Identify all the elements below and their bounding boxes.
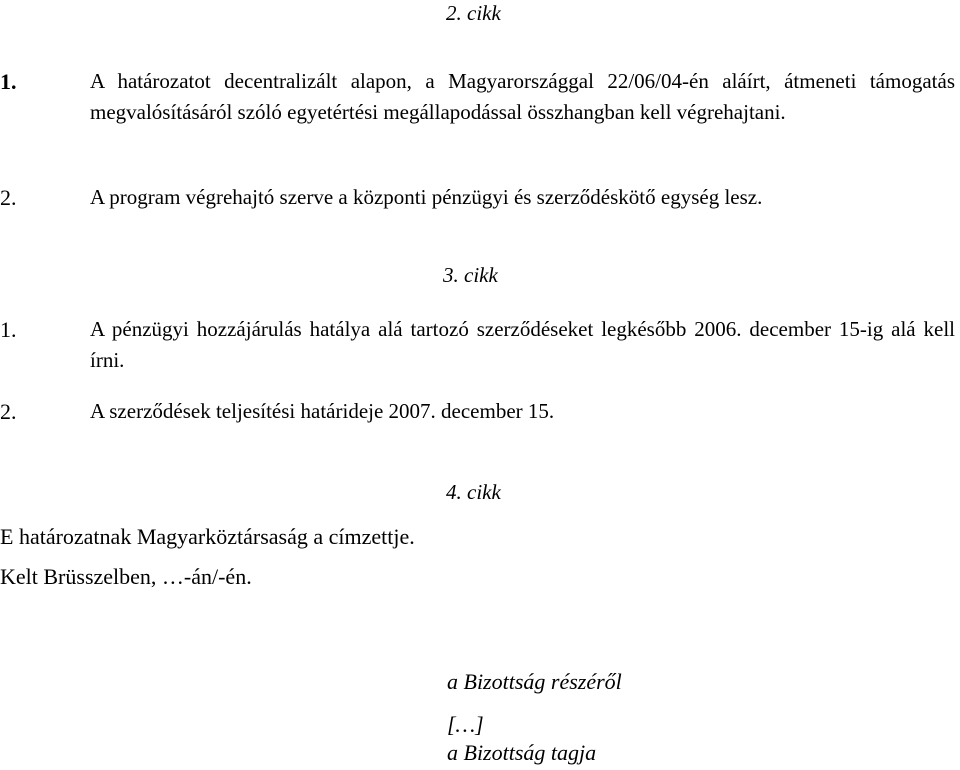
article-4-heading: 4. cikk (446, 480, 501, 504)
paragraph-number: 2. (0, 185, 17, 210)
article-2-heading: 2. cikk (446, 1, 501, 25)
place-date-line: Kelt Brüsszelben, …-án/-én. (0, 564, 252, 589)
signature-name-placeholder: […] (447, 712, 484, 737)
paragraph-number: 1. (0, 69, 17, 94)
article-2-paragraph-2 (0, 182, 955, 213)
signature-role: a Bizottság tagja (447, 740, 597, 765)
paragraph-text: A határozatot decentralizált alapon, a Magyarországgal 22/06/04-én aláírt, átmeneti támogatás megvalósításáról szóló egyetértési megállapodással összhangban kell végrehajtani. (90, 69, 955, 124)
paragraph-text: A szerződések teljesítési határideje 2007. december 15. (90, 399, 555, 423)
paragraph-text: A pénzügyi hozzájárulás hatálya alá tartozó szerződéseket legkésőbb 2006. december 15-ig alá kell írni. (90, 317, 955, 372)
addressee-line: E határozatnak Magyarköztársaság a címzettje. (0, 524, 415, 549)
article-2-paragraph-1 (0, 66, 955, 128)
signature-on-behalf: a Bizottság részéről (447, 669, 622, 694)
article-3-paragraph-1 (0, 314, 955, 376)
article-3-heading: 3. cikk (443, 263, 498, 287)
paragraph-number: 2. (0, 399, 17, 424)
paragraph-text: A program végrehajtó szerve a központi pénzügyi és szerződéskötő egység lesz. (90, 185, 763, 209)
paragraph-number: 1. (0, 317, 17, 342)
article-3-paragraph-2 (0, 396, 955, 427)
